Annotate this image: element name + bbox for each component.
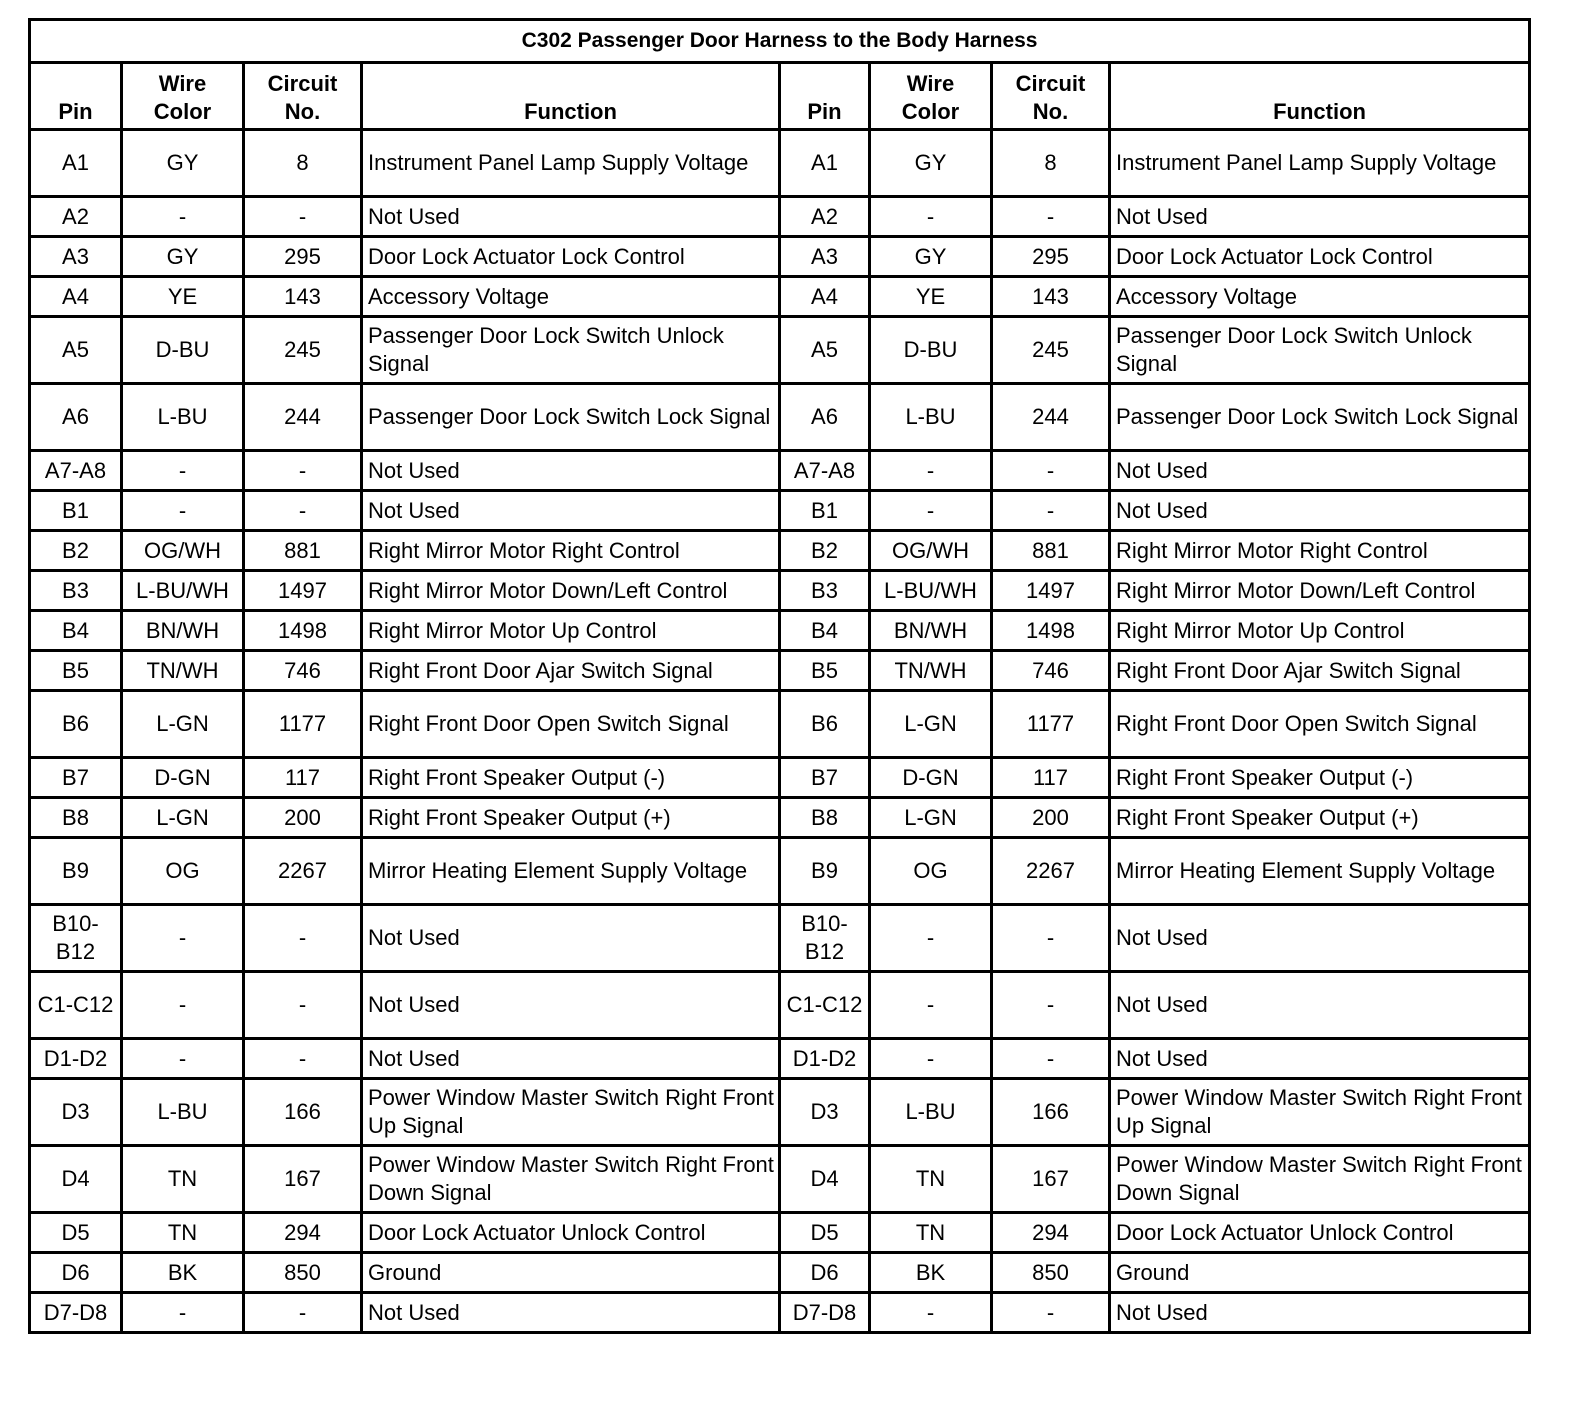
wire-color-cell: TN	[122, 1146, 244, 1213]
wire-color-cell: L-BU	[870, 1079, 992, 1146]
header-wire-color: Wire Color	[122, 63, 244, 130]
circuit-cell: 117	[244, 758, 362, 798]
circuit-cell: -	[992, 905, 1110, 972]
wire-color-cell: D-BU	[122, 317, 244, 384]
circuit-cell: 245	[244, 317, 362, 384]
circuit-cell: 881	[244, 531, 362, 571]
table-row	[30, 451, 1530, 491]
function-cell: Not Used	[362, 905, 780, 972]
wire-color-cell: -	[122, 1293, 244, 1333]
pin-cell: A7-A8	[780, 451, 870, 491]
wire-color-cell: L-GN	[870, 798, 992, 838]
circuit-cell: 1498	[992, 611, 1110, 651]
pin-cell: B8	[30, 798, 122, 838]
table-row	[30, 1293, 1530, 1333]
function-cell: Not Used	[1110, 197, 1530, 237]
wire-color-cell: -	[122, 197, 244, 237]
function-cell: Right Front Speaker Output (-)	[362, 758, 780, 798]
wire-color-cell: OG/WH	[870, 531, 992, 571]
circuit-cell: 1177	[244, 691, 362, 758]
function-cell: Not Used	[1110, 491, 1530, 531]
wire-color-cell: -	[870, 1039, 992, 1079]
table-row	[30, 838, 1530, 905]
pin-cell: B8	[780, 798, 870, 838]
pin-cell: B2	[30, 531, 122, 571]
circuit-cell: -	[244, 197, 362, 237]
function-cell: Ground	[362, 1253, 780, 1293]
function-cell: Not Used	[362, 972, 780, 1039]
wire-color-cell: D-GN	[122, 758, 244, 798]
pin-cell: D7-D8	[30, 1293, 122, 1333]
wire-color-cell: D-BU	[870, 317, 992, 384]
circuit-cell: 200	[992, 798, 1110, 838]
table-row	[30, 905, 1530, 972]
function-cell: Right Mirror Motor Down/Left Control	[362, 571, 780, 611]
function-cell: Not Used	[362, 1039, 780, 1079]
wire-color-cell: L-BU/WH	[122, 571, 244, 611]
circuit-cell: -	[244, 451, 362, 491]
function-cell: Instrument Panel Lamp Supply Voltage	[362, 130, 780, 197]
table-row	[30, 1146, 1530, 1213]
circuit-cell: 245	[992, 317, 1110, 384]
circuit-cell: 850	[992, 1253, 1110, 1293]
function-cell: Door Lock Actuator Lock Control	[1110, 237, 1530, 277]
function-cell: Not Used	[362, 1293, 780, 1333]
header-pin: Pin	[780, 63, 870, 130]
function-cell: Door Lock Actuator Unlock Control	[1110, 1213, 1530, 1253]
wire-color-cell: BN/WH	[122, 611, 244, 651]
function-cell: Not Used	[1110, 1039, 1530, 1079]
function-cell: Instrument Panel Lamp Supply Voltage	[1110, 130, 1530, 197]
function-cell: Not Used	[362, 451, 780, 491]
wire-color-cell: -	[870, 491, 992, 531]
pin-cell: B7	[780, 758, 870, 798]
pin-cell: A5	[780, 317, 870, 384]
circuit-cell: -	[992, 451, 1110, 491]
wire-color-cell: YE	[870, 277, 992, 317]
pin-cell: B3	[780, 571, 870, 611]
function-cell: Right Front Speaker Output (+)	[362, 798, 780, 838]
function-cell: Power Window Master Switch Right Front Up Signal	[1110, 1079, 1530, 1146]
pin-cell: B9	[30, 838, 122, 905]
table-row	[30, 197, 1530, 237]
table-row	[30, 1079, 1530, 1146]
pin-cell: D4	[30, 1146, 122, 1213]
table-row	[30, 130, 1530, 197]
function-cell: Not Used	[1110, 1293, 1530, 1333]
table-row	[30, 384, 1530, 451]
pin-cell: D5	[30, 1213, 122, 1253]
table-row	[30, 972, 1530, 1039]
header-function: Function	[1110, 63, 1530, 130]
wire-color-cell: L-BU/WH	[870, 571, 992, 611]
pin-cell: B9	[780, 838, 870, 905]
circuit-cell: 244	[992, 384, 1110, 451]
function-cell: Not Used	[362, 491, 780, 531]
wire-color-cell: TN	[870, 1213, 992, 1253]
pin-cell: D3	[30, 1079, 122, 1146]
wire-color-cell: L-GN	[122, 798, 244, 838]
circuit-cell: 295	[992, 237, 1110, 277]
wire-color-cell: L-BU	[870, 384, 992, 451]
wire-color-cell: -	[870, 451, 992, 491]
circuit-cell: -	[992, 1293, 1110, 1333]
circuit-cell: 143	[244, 277, 362, 317]
wire-color-cell: L-GN	[870, 691, 992, 758]
table-row	[30, 531, 1530, 571]
wire-color-cell: -	[122, 491, 244, 531]
function-cell: Right Front Door Ajar Switch Signal	[1110, 651, 1530, 691]
function-cell: Passenger Door Lock Switch Lock Signal	[1110, 384, 1530, 451]
function-cell: Passenger Door Lock Switch Lock Signal	[362, 384, 780, 451]
table-title: C302 Passenger Door Harness to the Body Harness	[30, 20, 1530, 63]
table-row	[30, 691, 1530, 758]
wire-color-cell: TN	[122, 1213, 244, 1253]
table-row	[30, 611, 1530, 651]
circuit-cell: 244	[244, 384, 362, 451]
pin-cell: D1-D2	[30, 1039, 122, 1079]
function-cell: Passenger Door Lock Switch Unlock Signal	[1110, 317, 1530, 384]
function-cell: Right Mirror Motor Up Control	[1110, 611, 1530, 651]
pin-cell: B6	[780, 691, 870, 758]
function-cell: Mirror Heating Element Supply Voltage	[362, 838, 780, 905]
circuit-cell: -	[244, 1039, 362, 1079]
header-circuit-no: Circuit No.	[992, 63, 1110, 130]
circuit-cell: -	[244, 491, 362, 531]
wire-color-cell: BK	[122, 1253, 244, 1293]
circuit-cell: 200	[244, 798, 362, 838]
function-cell: Door Lock Actuator Lock Control	[362, 237, 780, 277]
function-cell: Right Mirror Motor Up Control	[362, 611, 780, 651]
pin-cell: C1-C12	[780, 972, 870, 1039]
header-function: Function	[362, 63, 780, 130]
header-wire-color: Wire Color	[870, 63, 992, 130]
wire-color-cell: OG	[870, 838, 992, 905]
pin-cell: A3	[780, 237, 870, 277]
pin-cell: A6	[30, 384, 122, 451]
pin-cell: B6	[30, 691, 122, 758]
function-cell: Right Front Speaker Output (-)	[1110, 758, 1530, 798]
circuit-cell: 1497	[244, 571, 362, 611]
wire-color-cell: BK	[870, 1253, 992, 1293]
pin-cell: A4	[30, 277, 122, 317]
function-cell: Right Front Door Open Switch Signal	[1110, 691, 1530, 758]
wire-color-cell: TN/WH	[122, 651, 244, 691]
function-cell: Accessory Voltage	[362, 277, 780, 317]
circuit-cell: 117	[992, 758, 1110, 798]
wire-color-cell: L-GN	[122, 691, 244, 758]
table-row	[30, 758, 1530, 798]
table-row	[30, 571, 1530, 611]
wire-color-cell: -	[122, 451, 244, 491]
pin-cell: A2	[780, 197, 870, 237]
wire-color-cell: OG/WH	[122, 531, 244, 571]
function-cell: Right Front Speaker Output (+)	[1110, 798, 1530, 838]
circuit-cell: 167	[244, 1146, 362, 1213]
wire-color-cell: YE	[122, 277, 244, 317]
pin-cell: A1	[30, 130, 122, 197]
pin-cell: A4	[780, 277, 870, 317]
circuit-cell: 1497	[992, 571, 1110, 611]
pin-cell: B7	[30, 758, 122, 798]
function-cell: Right Mirror Motor Right Control	[1110, 531, 1530, 571]
pin-cell: B1	[780, 491, 870, 531]
table-row	[30, 277, 1530, 317]
header-circuit-no: Circuit No.	[244, 63, 362, 130]
circuit-cell: -	[992, 197, 1110, 237]
circuit-cell: 746	[244, 651, 362, 691]
circuit-cell: 294	[992, 1213, 1110, 1253]
wire-color-cell: -	[122, 905, 244, 972]
pin-cell: D1-D2	[780, 1039, 870, 1079]
pin-cell: B5	[30, 651, 122, 691]
pin-cell: D4	[780, 1146, 870, 1213]
wire-color-cell: OG	[122, 838, 244, 905]
table-row	[30, 491, 1530, 531]
pin-cell: A5	[30, 317, 122, 384]
pin-cell: D3	[780, 1079, 870, 1146]
wire-color-cell: GY	[122, 237, 244, 277]
wire-color-cell: -	[122, 972, 244, 1039]
pin-cell: B4	[780, 611, 870, 651]
circuit-cell: -	[992, 1039, 1110, 1079]
function-cell: Power Window Master Switch Right Front Up Signal	[362, 1079, 780, 1146]
pin-cell: D5	[780, 1213, 870, 1253]
function-cell: Not Used	[1110, 451, 1530, 491]
wire-color-cell: BN/WH	[870, 611, 992, 651]
wire-color-cell: TN	[870, 1146, 992, 1213]
circuit-cell: 167	[992, 1146, 1110, 1213]
circuit-cell: 1177	[992, 691, 1110, 758]
pin-cell: B1	[30, 491, 122, 531]
wire-color-cell: GY	[870, 237, 992, 277]
table-row	[30, 798, 1530, 838]
circuit-cell: 2267	[244, 838, 362, 905]
connector-table	[28, 18, 1531, 1334]
wire-color-cell: GY	[870, 130, 992, 197]
pin-cell: B3	[30, 571, 122, 611]
pin-cell: D6	[780, 1253, 870, 1293]
circuit-cell: -	[244, 1293, 362, 1333]
circuit-cell: -	[992, 972, 1110, 1039]
function-cell: Passenger Door Lock Switch Unlock Signal	[362, 317, 780, 384]
table-row	[30, 651, 1530, 691]
circuit-cell: 143	[992, 277, 1110, 317]
circuit-cell: 881	[992, 531, 1110, 571]
circuit-cell: -	[244, 972, 362, 1039]
circuit-cell: 746	[992, 651, 1110, 691]
circuit-cell: 850	[244, 1253, 362, 1293]
table-row	[30, 1039, 1530, 1079]
function-cell: Right Front Door Ajar Switch Signal	[362, 651, 780, 691]
circuit-cell: 295	[244, 237, 362, 277]
circuit-cell: 166	[244, 1079, 362, 1146]
function-cell: Right Mirror Motor Down/Left Control	[1110, 571, 1530, 611]
wire-color-cell: D-GN	[870, 758, 992, 798]
table-row	[30, 237, 1530, 277]
wire-color-cell: -	[870, 197, 992, 237]
function-cell: Ground	[1110, 1253, 1530, 1293]
function-cell: Accessory Voltage	[1110, 277, 1530, 317]
pin-cell: A2	[30, 197, 122, 237]
function-cell: Power Window Master Switch Right Front Down Signal	[1110, 1146, 1530, 1213]
function-cell: Door Lock Actuator Unlock Control	[362, 1213, 780, 1253]
circuit-cell: 1498	[244, 611, 362, 651]
function-cell: Mirror Heating Element Supply Voltage	[1110, 838, 1530, 905]
circuit-cell: -	[992, 491, 1110, 531]
table-row	[30, 317, 1530, 384]
pin-cell: B2	[780, 531, 870, 571]
pin-cell: B10-B12	[30, 905, 122, 972]
pin-cell: B10-B12	[780, 905, 870, 972]
circuit-cell: 2267	[992, 838, 1110, 905]
wire-color-cell: -	[870, 1293, 992, 1333]
function-cell: Not Used	[1110, 905, 1530, 972]
pin-cell: A6	[780, 384, 870, 451]
wire-color-cell: L-BU	[122, 384, 244, 451]
header-row	[30, 63, 1530, 130]
function-cell: Not Used	[1110, 972, 1530, 1039]
pin-cell: A1	[780, 130, 870, 197]
circuit-cell: 294	[244, 1213, 362, 1253]
wire-color-cell: TN/WH	[870, 651, 992, 691]
circuit-cell: 8	[244, 130, 362, 197]
function-cell: Power Window Master Switch Right Front Down Signal	[362, 1146, 780, 1213]
pin-cell: B5	[780, 651, 870, 691]
wire-color-cell: -	[870, 905, 992, 972]
circuit-cell: -	[244, 905, 362, 972]
wire-color-cell: -	[122, 1039, 244, 1079]
function-cell: Not Used	[362, 197, 780, 237]
circuit-cell: 8	[992, 130, 1110, 197]
pin-cell: D7-D8	[780, 1293, 870, 1333]
pin-cell: A3	[30, 237, 122, 277]
header-pin: Pin	[30, 63, 122, 130]
table-row	[30, 1253, 1530, 1293]
wire-color-cell: L-BU	[122, 1079, 244, 1146]
pin-cell: A7-A8	[30, 451, 122, 491]
function-cell: Right Front Door Open Switch Signal	[362, 691, 780, 758]
wire-color-cell: -	[870, 972, 992, 1039]
table-row	[30, 1213, 1530, 1253]
pin-cell: D6	[30, 1253, 122, 1293]
wire-color-cell: GY	[122, 130, 244, 197]
circuit-cell: 166	[992, 1079, 1110, 1146]
function-cell: Right Mirror Motor Right Control	[362, 531, 780, 571]
pin-cell: C1-C12	[30, 972, 122, 1039]
pin-cell: B4	[30, 611, 122, 651]
